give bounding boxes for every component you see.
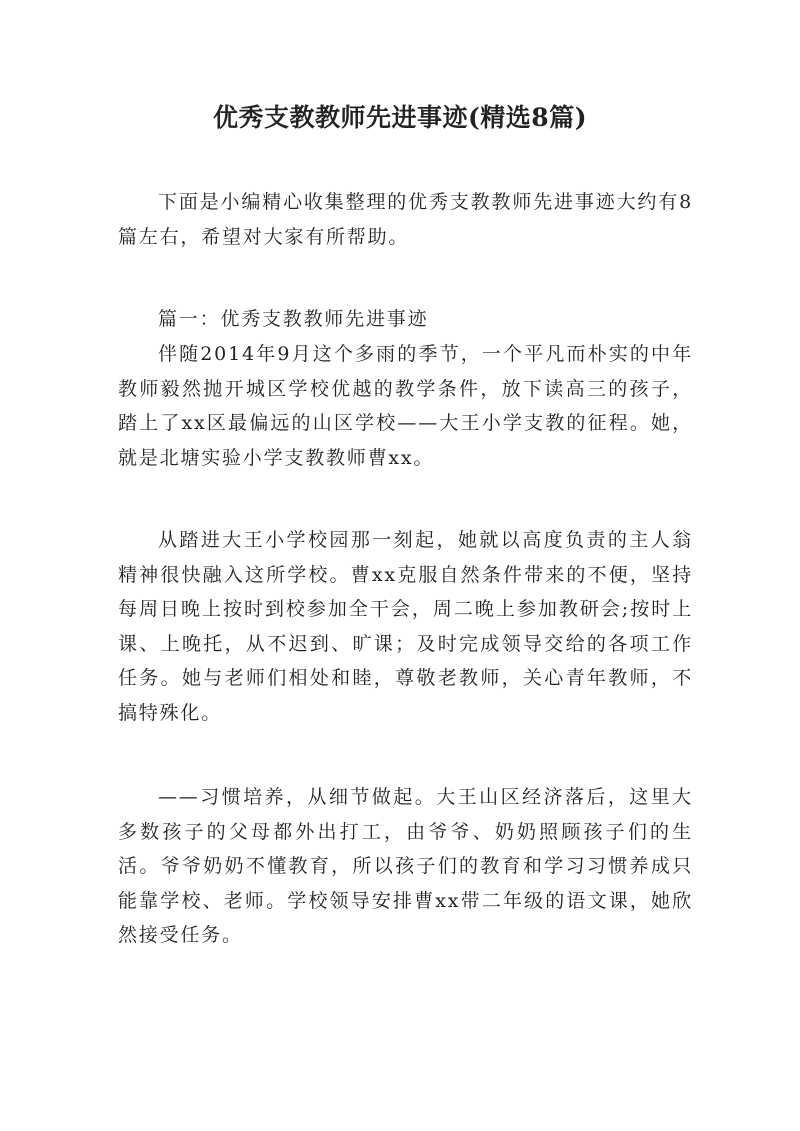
body-paragraph-2: 从踏进大王小学校园那一刻起，她就以高度负责的主人翁精神很快融入这所学校。曹xx克服自然条件带来的不便，坚持每周日晚上按时到校参加全干会，周二晚上参加教研会;按时上课、上晚托，从不迟到、旷课；及时完成领导交给的各项工作任务。她与老师们相处和睦，尊敬老教师，关心青年教师，不搞特殊化。	[118, 529, 693, 724]
section-heading: 篇一：优秀支教教师先进事迹	[158, 308, 429, 330]
document-title: 优秀支教教师先进事迹(精选8篇)	[212, 103, 588, 132]
body-paragraph-1: 伴随2014年9月这个多雨的季节，一个平凡而朴实的中年教师毅然抛开城区学校优越的教学条件，放下读高三的孩子，踏上了xx区最偏远的山区学校——大王小学支教的征程。她，就是北塘实验小学支教教师曹xx。	[118, 343, 693, 469]
intro-paragraph: 下面是小编精心收集整理的优秀支教教师先进事迹大约有8篇左右，希望对大家有所帮助。	[118, 191, 693, 248]
body-paragraph-3: ——习惯培养，从细节做起。大王山区经济落后，这里大多数孩子的父母都外出打工，由爷爷、奶奶照顾孩子们的生活。爷爷奶奶不懂教育，所以孩子们的教育和学习习惯养成只能靠学校、老师。学校领导安排曹xx带二年级的语文课，她欣然接受任务。	[118, 786, 693, 946]
